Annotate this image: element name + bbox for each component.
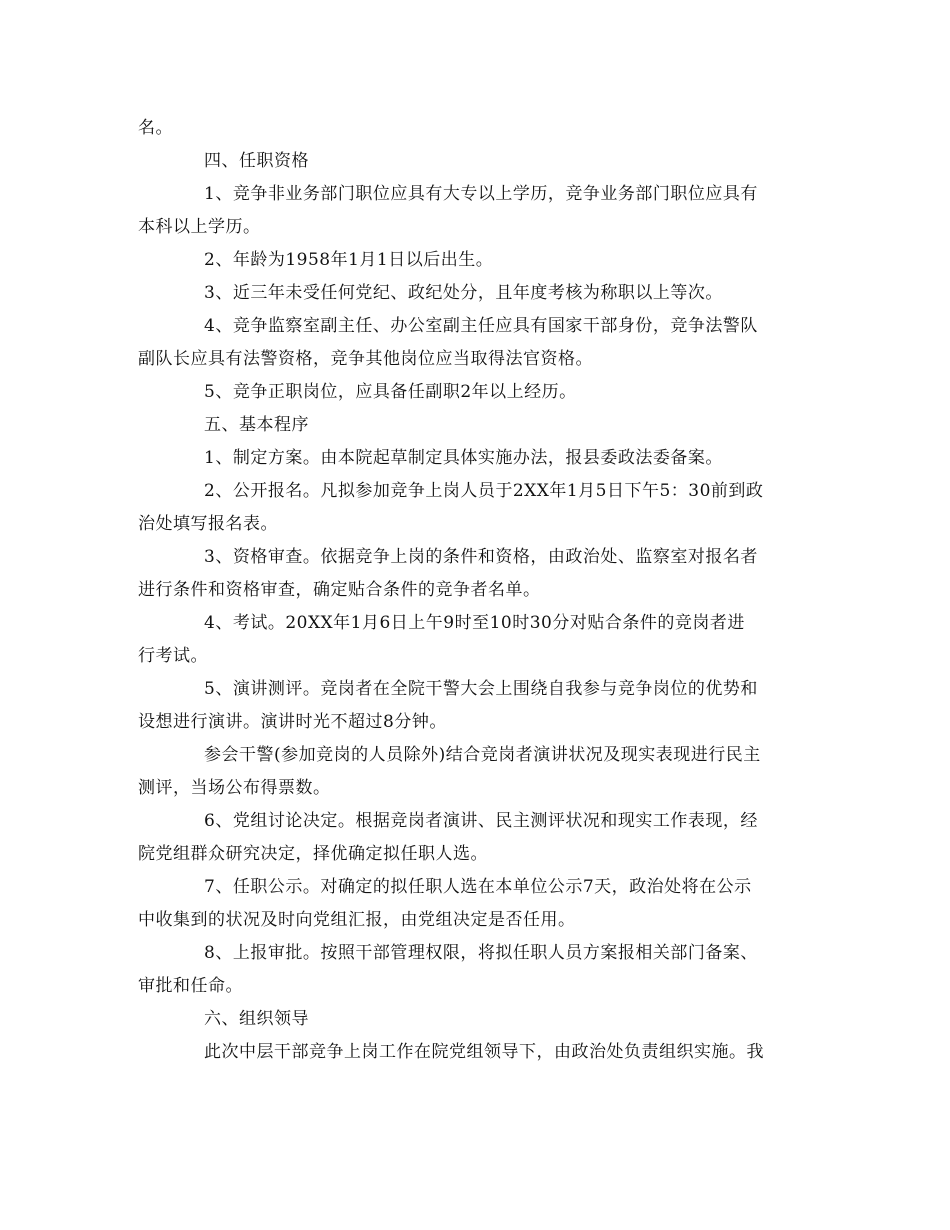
text-line: 5、竞争正职岗位，应具备任副职2年以上经历。 bbox=[204, 382, 577, 402]
text-line: 6、党组讨论决定。根据竞岗者演讲、民主测评状况和现实工作表现，经 bbox=[204, 811, 758, 831]
text-line: 4、竞争监察室副主任、办公室副主任应具有国家干部身份，竞争法警队 bbox=[204, 316, 758, 336]
text-line: 行考试。 bbox=[138, 646, 208, 666]
text-line: 1、制定方案。由本院起草制定具体实施办法，报县委政法委备案。 bbox=[204, 448, 723, 468]
text-line: 测评，当场公布得票数。 bbox=[138, 778, 331, 798]
text-line: 3、近三年未受任何党纪、政纪处分，且年度考核为称职以上等次。 bbox=[204, 283, 723, 303]
text-line: 2、年龄为1958年1月1日以后出生。 bbox=[204, 250, 494, 270]
text-line: 此次中层干部竞争上岗工作在院党组领导下，由政治处负责组织实施。我 bbox=[204, 1042, 764, 1062]
text-line: 1、竞争非业务部门职位应具有大专以上学历，竞争业务部门职位应具有 bbox=[204, 184, 758, 204]
text-line: 4、考试。20XX年1月6日上午9时至10时30分对贴合条件的竞岗者进 bbox=[204, 613, 745, 633]
section-heading: 六、组织领导 bbox=[204, 1009, 309, 1029]
text-line: 治处填写报名表。 bbox=[138, 514, 278, 534]
text-line: 5、演讲测评。竞岗者在全院干警大会上围绕自我参与竞争岗位的优势和 bbox=[204, 679, 758, 699]
text-line: 3、资格审查。依据竞争上岗的条件和资格，由政治处、监察室对报名者 bbox=[204, 547, 758, 567]
document-body bbox=[138, 112, 812, 1069]
text-line: 参会干警(参加竞岗的人员除外)结合竞岗者演讲状况及现实表现进行民主 bbox=[204, 745, 761, 765]
text-line: 7、任职公示。对确定的拟任职人选在本单位公示7天，政治处将在公示 bbox=[204, 877, 752, 897]
text-line: 2、公开报名。凡拟参加竞争上岗人员于2XX年1月5日下午5：30前到政 bbox=[204, 481, 764, 501]
text-line: 副队长应具有法警资格，竞争其他岗位应当取得法官资格。 bbox=[138, 349, 593, 369]
text-line: 8、上报审批。按照干部管理权限，将拟任职人员方案报相关部门备案、 bbox=[204, 943, 758, 963]
text-line: 设想进行演讲。演讲时光不超过8分钟。 bbox=[138, 712, 447, 732]
text-line: 本科以上学历。 bbox=[138, 217, 261, 237]
section-heading: 五、基本程序 bbox=[204, 415, 309, 435]
text-line: 名。 bbox=[138, 118, 173, 138]
text-line: 院党组群众研究决定，择优确定拟任职人选。 bbox=[138, 844, 488, 864]
text-line: 审批和任命。 bbox=[138, 976, 243, 996]
section-heading: 四、任职资格 bbox=[204, 151, 309, 171]
text-line: 中收集到的状况及时向党组汇报，由党组决定是否任用。 bbox=[138, 910, 576, 930]
text-line: 进行条件和资格审查，确定贴合条件的竞争者名单。 bbox=[138, 580, 541, 600]
